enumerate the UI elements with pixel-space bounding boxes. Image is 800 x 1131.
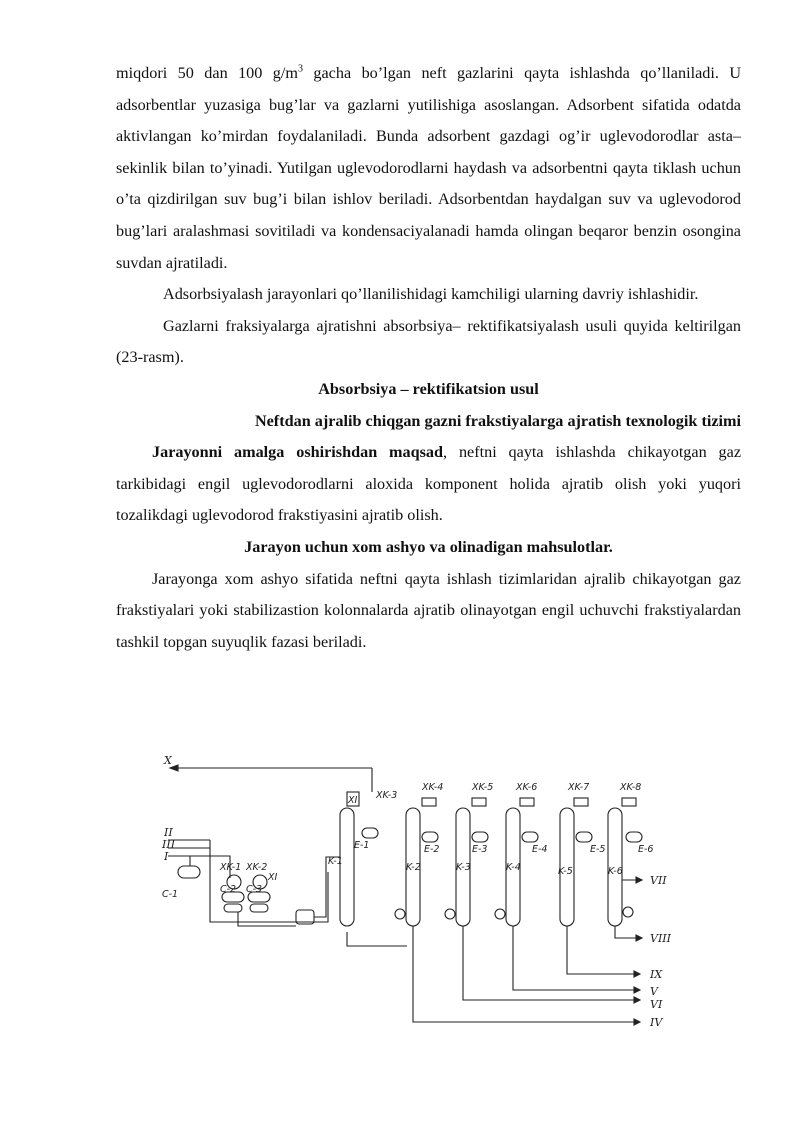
label-xk1: XK-1 <box>220 862 242 873</box>
label-k2: K-2 <box>406 862 421 873</box>
pipe <box>567 926 640 974</box>
arrow-icon <box>634 987 640 993</box>
label-xi-top: XI <box>348 795 358 806</box>
arrow-icon <box>636 877 642 883</box>
vessel-e5 <box>576 832 592 842</box>
pipe <box>463 926 640 1000</box>
label-i: I <box>164 850 169 863</box>
label-e6: E-6 <box>638 844 654 855</box>
label-iv: IV <box>650 1016 663 1029</box>
cooler-box <box>422 798 436 806</box>
arrow-icon <box>636 935 642 941</box>
cooler-box <box>622 798 636 806</box>
label-iii: III <box>162 838 176 851</box>
paragraph-5: Jarayonga xom ashyo sifatida neftni qayta ishlash tizimlaridan ajralib chikayotgan gaz frakstiyalari yoki stabilizastion kolonnalarda ajratib olinayotgan engil uchuvchi frakstiyalardan tashkil topgan suyuqlik fazasi beriladi. <box>116 569 741 651</box>
column-k1 <box>340 808 354 926</box>
pump-icon <box>445 909 455 919</box>
label-c1: C-1 <box>162 889 179 900</box>
purpose-label: Jarayonni amalga oshirishdan maqsad <box>152 443 444 462</box>
label-e2: E-2 <box>424 844 440 855</box>
pipe <box>238 912 296 926</box>
vessel-e2 <box>422 832 438 842</box>
label-e1: E-1 <box>354 840 370 851</box>
paragraph-1-start: miqdori 50 dan 100 g/m <box>116 64 298 82</box>
pump-icon <box>623 907 633 917</box>
body-text <box>116 58 741 658</box>
vessel-e6 <box>626 832 642 842</box>
arrow-icon <box>634 997 640 1003</box>
cooler-box <box>520 798 534 806</box>
label-k3: K-3 <box>456 862 471 873</box>
arrow-icon <box>634 1019 640 1025</box>
exchanger-icon <box>250 904 268 912</box>
arrow-icon <box>634 971 640 977</box>
label-xi-mid: XI <box>268 872 278 883</box>
process-flow-diagram <box>150 752 680 1042</box>
paragraph-4 <box>116 437 741 532</box>
label-e4: E-4 <box>532 844 548 855</box>
label-k1: K-1 <box>328 856 343 867</box>
pump-icon <box>495 909 505 919</box>
label-xk8: XK-8 <box>620 782 642 793</box>
label-vii: VII <box>650 874 667 887</box>
diagram-svg <box>150 752 680 1042</box>
label-e3: E-3 <box>472 844 488 855</box>
label-xk6: XK-6 <box>516 782 538 793</box>
label-xk4: XK-4 <box>422 782 444 793</box>
label-xk5: XK-5 <box>472 782 494 793</box>
paragraph-1-rest: gacha bo’lgan neft gazlarini qayta ishlashda qo’llaniladi. U adsorbentlar yuzasiga bug’lar va gazlarni yutilishiga asoslangan. Adsorbent sifatida odatda aktivlangan ko’mirdan foydalaniladi. Bunda adsorbent gazdagi og’ir uglevodorodlar asta–sekinlik bilan to’yinadi. Yutilgan uglevodorodlarni haydash va adsorbentni qayta tiklash uchun o’ta qizdirilgan suv bug’i bilan ishlov beriladi. Adsorbentdan haydalgan suv va uglevodorod bug’lari aralashmasi sovitiladi va kondensaciyalanadi hamda olingan beqaror benzin osongina suvdan ajratiladi. <box>116 64 742 272</box>
exchanger-icon <box>224 904 242 912</box>
pipe <box>347 932 407 946</box>
label-k5: K-5 <box>558 866 573 877</box>
label-xk3: XK-3 <box>376 790 398 801</box>
paragraph-1 <box>116 58 741 279</box>
paragraph-3: Gazlarni fraksiyalarga ajratishni absorbsiya– rektifikatsiyalash usuli quyida keltirilgan (23-rasm). <box>116 316 741 367</box>
separator-c1 <box>178 866 200 878</box>
label-x: X <box>164 754 172 767</box>
label-xk2: XK-2 <box>246 862 268 873</box>
vessel-e1 <box>362 828 378 838</box>
label-c2: C-2 <box>220 884 237 895</box>
superscript-3: 3 <box>297 63 303 75</box>
cooler-box <box>574 798 588 806</box>
label-vi: VI <box>650 998 663 1011</box>
heading-method: Absorbsiya – rektifikatsion usul <box>318 379 539 398</box>
paragraph-2: Adsorbsiyalash jarayonlari qo’llanilishidagi kamchiligi ularning davriy ishlashidir. <box>163 285 699 304</box>
heading-materials: Jarayon uchun xom ashyo va olinadigan mahsulotlar. <box>244 537 613 556</box>
label-ix: IX <box>650 968 663 981</box>
vessel-e4 <box>522 832 538 842</box>
label-e5: E-5 <box>590 844 606 855</box>
heading-scheme: Neftdan ajralib chiqgan gazni frakstiyalarga ajratish texnologik tizimi <box>254 411 741 430</box>
label-v: V <box>650 985 658 998</box>
cooler-box <box>472 798 486 806</box>
vessel-e3 <box>472 832 488 842</box>
label-xk7: XK-7 <box>568 782 590 793</box>
purpose-text: , neftni qayta ishlashda chikayotgan gaz tarkibidagi engil uglevodorodlarni aloxida komponent holida ajratib olish yoki yuqori tozalikdagi uglevodorod frakstiyasini ajratib olish. <box>116 443 742 525</box>
pipe <box>513 926 640 990</box>
label-viii: VIII <box>650 932 671 945</box>
pump-icon <box>395 909 405 919</box>
label-k4: K-4 <box>506 862 521 873</box>
label-k6: K-6 <box>608 866 623 877</box>
label-ii: II <box>164 826 173 839</box>
label-c3: C-3 <box>246 884 263 895</box>
